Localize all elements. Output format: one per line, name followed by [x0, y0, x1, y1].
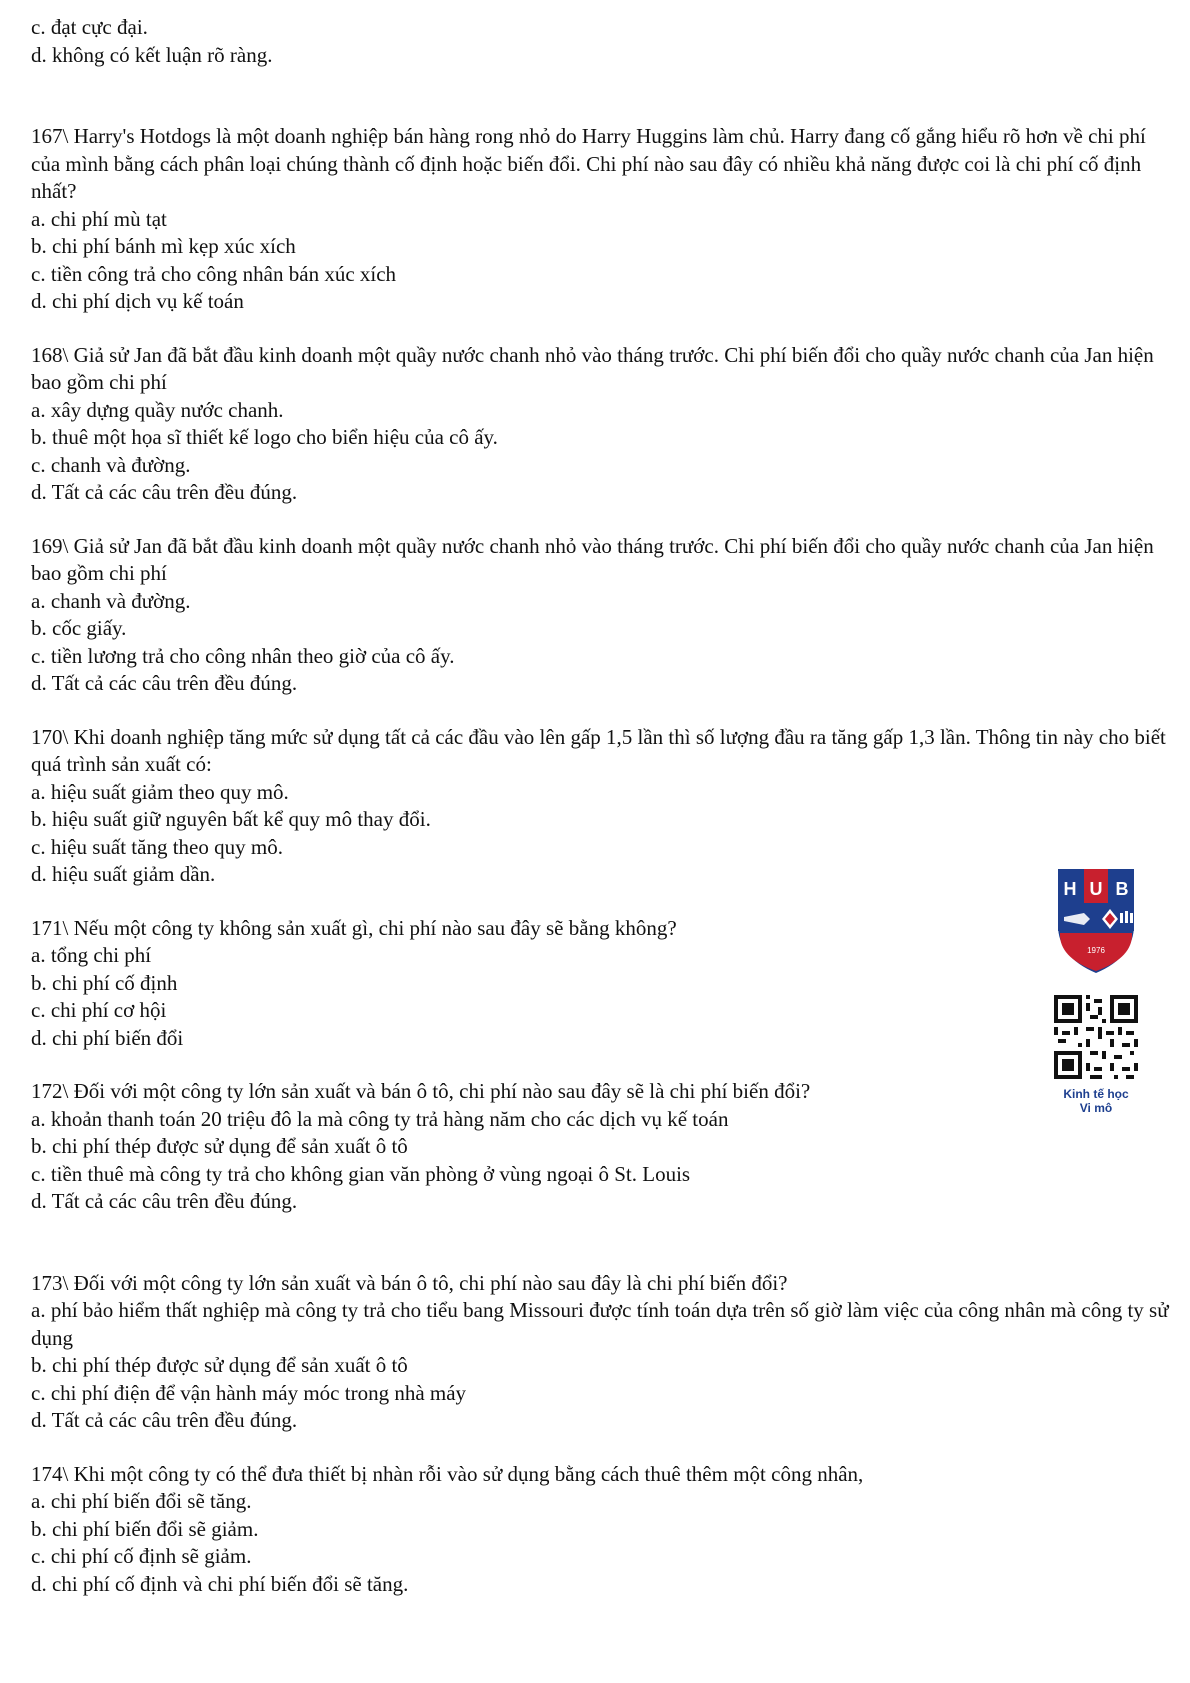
document-page — [31, 14, 1171, 1598]
question-170 — [31, 724, 1171, 889]
question-stem: 169\ Giả sử Jan đã bắt đầu kinh doanh một quầy nước chanh nhỏ vào tháng trước. Chi phí biến đổi cho quầy nước chanh của Jan hiện bao gồm chi phí — [31, 533, 1154, 585]
answer-option: c. hiệu suất tăng theo quy mô. — [31, 834, 283, 859]
logo-caption-line-1: Kinh tế học — [1063, 1087, 1129, 1101]
answer-option: d. Tất cả các câu trên đều đúng. — [31, 671, 298, 695]
question-stem: 172\ Đối với một công ty lớn sản xuất và bán ô tô, chi phí nào sau đây sẽ là chi phí biến đổi? — [31, 1079, 811, 1103]
answer-option: a. hiệu suất giảm theo quy mô. — [31, 779, 289, 804]
question-167 — [31, 123, 1171, 316]
answer-option: d. Tất cả các câu trên đều đúng. — [31, 480, 298, 504]
answer-option: d. chi phí cố định và chi phí biến đổi sẽ tăng. — [31, 1571, 409, 1596]
answer-option: c. chi phí điện để vận hành máy móc trong nhà máy — [31, 1380, 467, 1405]
logo-letter-h: H — [1063, 879, 1077, 899]
answer-option: a. phí bảo hiểm thất nghiệp mà công ty trả cho tiểu bang Missouri được tính toán dựa trên số giờ làm việc của công nhân mà công ty sử dụng — [31, 1298, 1169, 1350]
qr-code-icon — [1054, 995, 1138, 1079]
question-stem: 174\ Khi một công ty có thể đưa thiết bị nhàn rỗi vào sử dụng bằng cách thuê thêm một công nhân, — [31, 1461, 864, 1486]
question-168 — [31, 342, 1171, 507]
question-stem: 167\ Harry's Hotdogs là một doanh nghiệp bán hàng rong nhỏ do Harry Huggins làm chủ. Harry đang cố gắng hiểu rõ hơn về chi phí của mình bằng cách phân loại chúng thành cố định hoặc biến đổi. Chi phí nào sau đây có nhiều khả năng được coi là chi phí cố định nhất? — [31, 124, 1146, 203]
answer-option: c. tiền công trả cho công nhân bán xúc xích — [31, 261, 397, 286]
answer-option: a. chi phí mù tạt — [31, 206, 167, 231]
question-169 — [31, 533, 1171, 698]
answer-option: a. tổng chi phí — [31, 943, 152, 967]
answer-option: d. chi phí biến đổi — [31, 1025, 184, 1050]
question-stem: 170\ Khi doanh nghiệp tăng mức sử dụng tất cả các đầu vào lên gấp 1,5 lần thì số lượng đầu ra tăng gấp 1,3 lần. Thông tin này cho biết quá trình sản xuất có: — [31, 724, 1166, 776]
question-stem: 171\ Nếu một công ty không sản xuất gì, chi phí nào sau đây sẽ bằng không? — [31, 915, 677, 940]
question-173 — [31, 1270, 1171, 1435]
hub-shield-icon — [1054, 865, 1138, 975]
answer-option: b. chi phí thép được sử dụng để sản xuất ô tô — [31, 1353, 408, 1377]
answer-option: b. chi phí cố định — [31, 970, 178, 995]
logo-year: 1976 — [1087, 946, 1105, 955]
lead-option-d: d. không có kết luận rõ ràng. — [31, 42, 273, 67]
logo-letter-u: U — [1089, 879, 1103, 899]
answer-option: b. chi phí thép được sử dụng để sản xuất ô tô — [31, 1134, 408, 1158]
answer-option: b. chi phí biến đổi sẽ giảm. — [31, 1516, 259, 1541]
answer-option: c. tiền lương trả cho công nhân theo giờ của cô ấy. — [31, 643, 455, 668]
logo-letter-b: B — [1115, 879, 1129, 899]
answer-option: a. chi phí biến đổi sẽ tăng. — [31, 1489, 252, 1513]
answer-option: d. Tất cả các câu trên đều đúng. — [31, 1408, 298, 1432]
answer-option: c. tiền thuê mà công ty trả cho không gian văn phòng ở vùng ngoại ô St. Louis — [31, 1161, 691, 1186]
question-stem: 168\ Giả sử Jan đã bắt đầu kinh doanh một quầy nước chanh nhỏ vào tháng trước. Chi phí biến đổi cho quầy nước chanh của Jan hiện bao gồm chi phí — [31, 342, 1154, 394]
answer-option: c. chanh và đường. — [31, 452, 191, 477]
answer-option: a. xây dựng quầy nước chanh. — [31, 397, 284, 422]
logo-caption-line-2: Vi mô — [1079, 1101, 1113, 1115]
question-stem: 173\ Đối với một công ty lớn sản xuất và bán ô tô, chi phí nào sau đây là chi phí biến đổi? — [31, 1270, 788, 1295]
lead-option-c: c. đạt cực đại. — [31, 15, 148, 39]
question-172 — [31, 1078, 1171, 1216]
answer-option: c. chi phí cố định sẽ giảm. — [31, 1544, 252, 1568]
answer-option: c. chi phí cơ hội — [31, 998, 167, 1022]
logo-caption — [1046, 1087, 1146, 1115]
answer-option: d. Tất cả các câu trên đều đúng. — [31, 1189, 298, 1213]
answer-option: a. khoản thanh toán 20 triệu đô la mà công ty trả hàng năm cho các dịch vụ kế toán — [31, 1106, 729, 1131]
answer-option: d. hiệu suất giảm dần. — [31, 862, 216, 886]
answer-option: b. hiệu suất giữ nguyên bất kể quy mô thay đổi. — [31, 807, 431, 831]
answer-option: b. cốc giấy. — [31, 616, 127, 640]
answer-option: a. chanh và đường. — [31, 588, 191, 613]
answer-option: b. chi phí bánh mì kẹp xúc xích — [31, 234, 296, 258]
answer-option: d. chi phí dịch vụ kế toán — [31, 289, 244, 313]
hub-logo — [1052, 865, 1140, 1135]
answer-option: b. thuê một họa sĩ thiết kế logo cho biển hiệu của cô ấy. — [31, 425, 498, 449]
question-174 — [31, 1461, 1171, 1599]
question-171 — [31, 915, 1171, 1053]
